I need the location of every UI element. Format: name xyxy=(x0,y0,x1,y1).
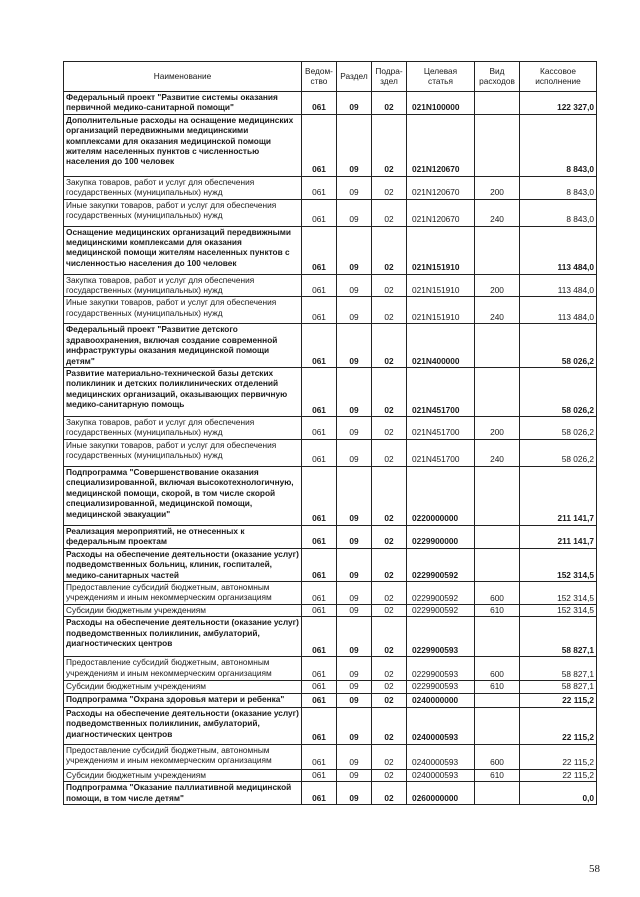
row-dept: 061 xyxy=(302,226,337,274)
row-dept: 061 xyxy=(302,525,337,548)
row-exp-type: 200 xyxy=(475,274,520,297)
row-cash: 0,0 xyxy=(520,782,597,805)
row-cash: 152 314,5 xyxy=(520,581,597,604)
row-exp-type: 240 xyxy=(475,297,520,324)
row-section: 09 xyxy=(337,604,372,616)
row-exp-type: 200 xyxy=(475,176,520,199)
row-name: Федеральный проект "Развитие детского здравоохранения, включая создание современной инфраструктуры оказания медицинской помощи детям" xyxy=(64,324,302,368)
row-section: 09 xyxy=(337,782,372,805)
row-dept: 061 xyxy=(302,417,337,440)
row-target: 021N151910 xyxy=(407,297,475,324)
row-exp-type: 610 xyxy=(475,604,520,616)
row-target: 0229900593 xyxy=(407,681,475,693)
row-exp-type xyxy=(475,324,520,368)
row-target: 0240000000 xyxy=(407,693,475,707)
row-section: 09 xyxy=(337,324,372,368)
row-subsection: 02 xyxy=(372,782,407,805)
table-row xyxy=(64,782,597,805)
table-row xyxy=(64,324,597,368)
row-cash: 122 327,0 xyxy=(520,92,597,115)
row-exp-type: 200 xyxy=(475,417,520,440)
table-body xyxy=(64,92,597,805)
table-row xyxy=(64,657,597,681)
row-name: Закупка товаров, работ и услуг для обеспечения государственных (муниципальных) нужд xyxy=(64,417,302,440)
row-cash: 22 115,2 xyxy=(520,693,597,707)
row-cash: 58 827,1 xyxy=(520,617,597,657)
row-subsection: 02 xyxy=(372,466,407,525)
row-target: 0260000000 xyxy=(407,782,475,805)
table-row xyxy=(64,693,597,707)
row-exp-type xyxy=(475,92,520,115)
row-dept: 061 xyxy=(302,769,337,781)
table-row xyxy=(64,92,597,115)
budget-execution-table xyxy=(63,61,597,805)
row-target: 0229900592 xyxy=(407,581,475,604)
row-dept: 061 xyxy=(302,324,337,368)
row-cash: 113 484,0 xyxy=(520,226,597,274)
row-dept: 061 xyxy=(302,297,337,324)
row-name: Дополнительные расходы на оснащение медицинских организаций передвижными медицинскими комплексами для оказания медицинской помощи жителям населенных пунктов с численностью населения до 100 человек xyxy=(64,114,302,176)
row-target: 0229900592 xyxy=(407,548,475,581)
row-dept: 061 xyxy=(302,274,337,297)
row-subsection: 02 xyxy=(372,199,407,226)
row-target: 0229900593 xyxy=(407,617,475,657)
row-target: 021N100000 xyxy=(407,92,475,115)
table-row xyxy=(64,274,597,297)
row-name: Субсидии бюджетным учреждениям xyxy=(64,769,302,781)
row-name: Подпрограмма "Оказание паллиативной медицинской помощи, в том числе детям" xyxy=(64,782,302,805)
row-section: 09 xyxy=(337,693,372,707)
row-dept: 061 xyxy=(302,657,337,681)
row-dept: 061 xyxy=(302,581,337,604)
row-dept: 061 xyxy=(302,782,337,805)
row-cash: 211 141,7 xyxy=(520,525,597,548)
row-exp-type xyxy=(475,466,520,525)
row-name: Федеральный проект "Развитие системы оказания первичной медико-санитарной помощи" xyxy=(64,92,302,115)
row-exp-type: 610 xyxy=(475,681,520,693)
row-subsection: 02 xyxy=(372,617,407,657)
row-subsection: 02 xyxy=(372,657,407,681)
row-section: 09 xyxy=(337,199,372,226)
row-exp-type xyxy=(475,693,520,707)
table-row xyxy=(64,176,597,199)
row-name: Подпрограмма "Совершенствование оказания специализированной, включая высокотехнологичную, медицинской помощи, скорой, в том числе скорой специализированной, медицинской помощи, медицинской эвакуации" xyxy=(64,466,302,525)
row-subsection: 02 xyxy=(372,707,407,744)
row-target: 021N151910 xyxy=(407,226,475,274)
row-dept: 061 xyxy=(302,604,337,616)
row-dept: 061 xyxy=(302,693,337,707)
row-exp-type xyxy=(475,548,520,581)
row-cash: 8 843,0 xyxy=(520,199,597,226)
row-section: 09 xyxy=(337,439,372,466)
row-exp-type xyxy=(475,114,520,176)
row-target: 021N120670 xyxy=(407,114,475,176)
table-row xyxy=(64,581,597,604)
row-dept: 061 xyxy=(302,617,337,657)
row-subsection: 02 xyxy=(372,681,407,693)
row-target: 021N120670 xyxy=(407,199,475,226)
row-name: Предоставление субсидий бюджетным, автономным учреждениям и иным некоммерческим организациям xyxy=(64,657,302,681)
row-subsection: 02 xyxy=(372,417,407,440)
header-exp-type: Вид расходов xyxy=(475,62,520,92)
row-dept: 061 xyxy=(302,548,337,581)
row-exp-type xyxy=(475,707,520,744)
row-subsection: 02 xyxy=(372,324,407,368)
table-row xyxy=(64,525,597,548)
row-section: 09 xyxy=(337,769,372,781)
row-name: Подпрограмма "Охрана здоровья матери и ребенка" xyxy=(64,693,302,707)
header-cash: Кассовое исполнение xyxy=(520,62,597,92)
row-target: 021N151910 xyxy=(407,274,475,297)
row-cash: 152 314,5 xyxy=(520,604,597,616)
row-subsection: 02 xyxy=(372,176,407,199)
row-exp-type: 240 xyxy=(475,199,520,226)
row-dept: 061 xyxy=(302,92,337,115)
row-exp-type xyxy=(475,525,520,548)
row-target: 0240000593 xyxy=(407,769,475,781)
row-subsection: 02 xyxy=(372,297,407,324)
row-section: 09 xyxy=(337,114,372,176)
row-section: 09 xyxy=(337,744,372,769)
row-name: Иные закупки товаров, работ и услуг для обеспечения государственных (муниципальных) нужд xyxy=(64,199,302,226)
table-row xyxy=(64,199,597,226)
row-dept: 061 xyxy=(302,199,337,226)
row-cash: 22 115,2 xyxy=(520,744,597,769)
row-name: Расходы на обеспечение деятельности (оказание услуг) подведомственных поликлиник, амбулаторий, диагностических центров xyxy=(64,617,302,657)
row-cash: 58 026,2 xyxy=(520,417,597,440)
row-subsection: 02 xyxy=(372,92,407,115)
table-row xyxy=(64,548,597,581)
row-name: Субсидии бюджетным учреждениям xyxy=(64,681,302,693)
row-subsection: 02 xyxy=(372,581,407,604)
row-cash: 211 141,7 xyxy=(520,466,597,525)
row-section: 09 xyxy=(337,466,372,525)
table-row xyxy=(64,466,597,525)
row-cash: 113 484,0 xyxy=(520,274,597,297)
row-section: 09 xyxy=(337,417,372,440)
header-target: Целевая статья xyxy=(407,62,475,92)
row-exp-type: 610 xyxy=(475,769,520,781)
table-row xyxy=(64,681,597,693)
table-row xyxy=(64,114,597,176)
row-cash: 58 827,1 xyxy=(520,681,597,693)
table-row xyxy=(64,417,597,440)
row-section: 09 xyxy=(337,92,372,115)
row-name: Закупка товаров, работ и услуг для обеспечения государственных (муниципальных) нужд xyxy=(64,274,302,297)
row-exp-type xyxy=(475,617,520,657)
table-row xyxy=(64,707,597,744)
row-name: Реализация мероприятий, не отнесенных к федеральным проектам xyxy=(64,525,302,548)
table-row xyxy=(64,368,597,417)
row-section: 09 xyxy=(337,226,372,274)
row-subsection: 02 xyxy=(372,744,407,769)
row-dept: 061 xyxy=(302,439,337,466)
row-name: Оснащение медицинских организаций передвижными медицинскими комплексами для оказания медицинской помощи жителям населенных пунктов с численностью населения до 100 человек xyxy=(64,226,302,274)
row-dept: 061 xyxy=(302,114,337,176)
row-name: Субсидии бюджетным учреждениям xyxy=(64,604,302,616)
row-target: 0229900592 xyxy=(407,604,475,616)
row-cash: 22 115,2 xyxy=(520,769,597,781)
row-target: 021N120670 xyxy=(407,176,475,199)
row-subsection: 02 xyxy=(372,769,407,781)
row-target: 0240000593 xyxy=(407,744,475,769)
row-cash: 8 843,0 xyxy=(520,176,597,199)
row-section: 09 xyxy=(337,707,372,744)
row-name: Развитие материально-технической базы детских поликлиник и детских поликлинических отделений медицинских организаций, оказывающих первичную медико-санитарную помощь xyxy=(64,368,302,417)
row-dept: 061 xyxy=(302,681,337,693)
table-row xyxy=(64,604,597,616)
row-exp-type: 240 xyxy=(475,439,520,466)
table-row xyxy=(64,744,597,769)
row-section: 09 xyxy=(337,657,372,681)
row-section: 09 xyxy=(337,274,372,297)
row-cash: 8 843,0 xyxy=(520,114,597,176)
row-dept: 061 xyxy=(302,744,337,769)
row-exp-type xyxy=(475,226,520,274)
row-name: Закупка товаров, работ и услуг для обеспечения государственных (муниципальных) нужд xyxy=(64,176,302,199)
row-cash: 58 026,2 xyxy=(520,368,597,417)
row-section: 09 xyxy=(337,368,372,417)
row-section: 09 xyxy=(337,548,372,581)
row-subsection: 02 xyxy=(372,525,407,548)
row-section: 09 xyxy=(337,525,372,548)
row-target: 0220000000 xyxy=(407,466,475,525)
row-section: 09 xyxy=(337,581,372,604)
header-subsection: Подра- здел xyxy=(372,62,407,92)
row-subsection: 02 xyxy=(372,439,407,466)
row-cash: 58 827,1 xyxy=(520,657,597,681)
table-row xyxy=(64,769,597,781)
row-subsection: 02 xyxy=(372,114,407,176)
row-name: Расходы на обеспечение деятельности (оказание услуг) подведомственных поликлиник, амбулаторий, диагностических центров xyxy=(64,707,302,744)
row-name: Расходы на обеспечение деятельности (оказание услуг) подведомственных больниц, клиник, госпиталей, медико-санитарных частей xyxy=(64,548,302,581)
row-target: 0229900593 xyxy=(407,657,475,681)
row-name: Предоставление субсидий бюджетным, автономным учреждениям и иным некоммерческим организациям xyxy=(64,581,302,604)
row-exp-type: 600 xyxy=(475,744,520,769)
row-dept: 061 xyxy=(302,707,337,744)
row-cash: 113 484,0 xyxy=(520,297,597,324)
header-dept: Ведом- ство xyxy=(302,62,337,92)
page-number: 58 xyxy=(589,863,600,875)
row-target: 0240000593 xyxy=(407,707,475,744)
row-name: Иные закупки товаров, работ и услуг для обеспечения государственных (муниципальных) нужд xyxy=(64,439,302,466)
row-cash: 58 026,2 xyxy=(520,439,597,466)
row-cash: 22 115,2 xyxy=(520,707,597,744)
header-section: Раздел xyxy=(337,62,372,92)
row-dept: 061 xyxy=(302,176,337,199)
row-target: 021N451700 xyxy=(407,417,475,440)
table-header-row xyxy=(64,62,597,92)
row-subsection: 02 xyxy=(372,548,407,581)
row-target: 021N451700 xyxy=(407,368,475,417)
row-subsection: 02 xyxy=(372,274,407,297)
row-cash: 152 314,5 xyxy=(520,548,597,581)
table-row xyxy=(64,226,597,274)
row-section: 09 xyxy=(337,297,372,324)
row-dept: 061 xyxy=(302,368,337,417)
row-subsection: 02 xyxy=(372,604,407,616)
row-exp-type xyxy=(475,782,520,805)
row-exp-type: 600 xyxy=(475,657,520,681)
row-section: 09 xyxy=(337,176,372,199)
row-target: 021N400000 xyxy=(407,324,475,368)
row-cash: 58 026,2 xyxy=(520,324,597,368)
row-dept: 061 xyxy=(302,466,337,525)
row-section: 09 xyxy=(337,617,372,657)
row-target: 0229900000 xyxy=(407,525,475,548)
header-name: Наименование xyxy=(64,62,302,92)
table-row xyxy=(64,297,597,324)
table-row xyxy=(64,617,597,657)
table-row xyxy=(64,439,597,466)
row-subsection: 02 xyxy=(372,693,407,707)
row-subsection: 02 xyxy=(372,368,407,417)
row-name: Иные закупки товаров, работ и услуг для обеспечения государственных (муниципальных) нужд xyxy=(64,297,302,324)
row-section: 09 xyxy=(337,681,372,693)
row-exp-type: 600 xyxy=(475,581,520,604)
row-subsection: 02 xyxy=(372,226,407,274)
row-exp-type xyxy=(475,368,520,417)
row-target: 021N451700 xyxy=(407,439,475,466)
row-name: Предоставление субсидий бюджетным, автономным учреждениям и иным некоммерческим организациям xyxy=(64,744,302,769)
